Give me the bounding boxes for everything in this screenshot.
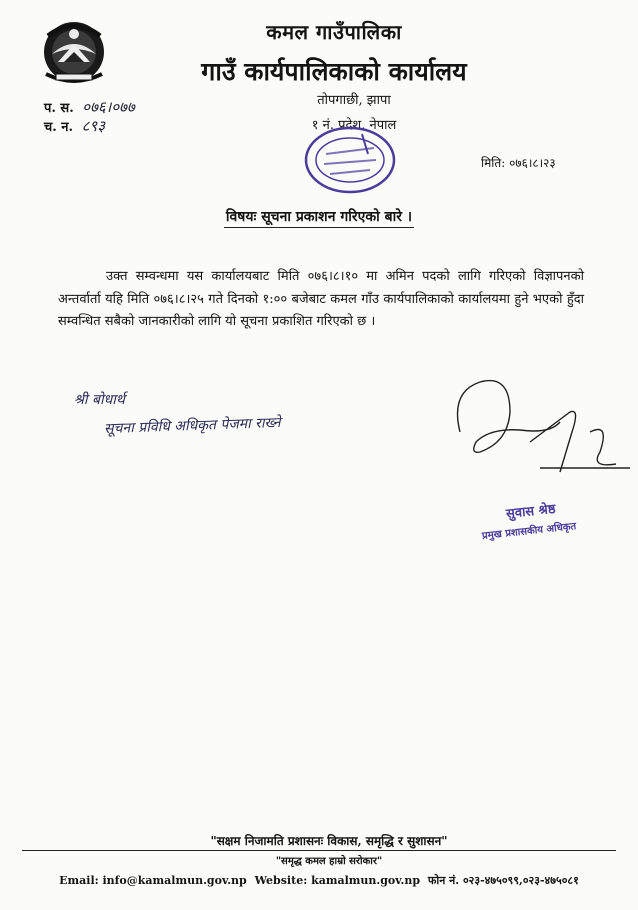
subject-line [0,207,638,226]
cn-value: ८९३ [81,117,105,135]
ps-label: प. स. [44,101,74,116]
footer-website[interactable]: Website: kamalmun.gov.np [254,874,421,887]
footer-motto: "सक्षम निजामति प्रशासनः विकास, समृद्धि र सुशासन" [210,834,448,848]
date-label: मिति: [481,156,506,170]
office-address: तोपगाछी, झापा [317,93,391,108]
office-province: १ नं. प्रदेश, नेपाल [311,118,397,133]
footer-email[interactable]: Email: info@kamalmun.gov.np [59,874,247,887]
office-stamp-icon [302,124,398,196]
ps-value: ०७६।०७७ [82,98,135,116]
officer-name: सुवास श्रेष्ठ [505,501,557,522]
handwritten-note-line2: सूचना प्रविधि अधिकृत पेजमा राख्ने [103,414,281,438]
footer-slogan: "समृद्ध कमल हाम्रो सरोकार" [275,856,383,867]
footer-divider [22,850,616,851]
handwritten-note-line1: श्री बोधार्थ [74,392,125,408]
footer-phone: फोन नं. ०२३-४७५०९९,०२३-४७५०८१ [427,874,579,887]
officer-title: प्रमुख प्रशासकीय अधिकृत [481,521,577,542]
subject-text: विषयः सूचना प्रकाशन गरिएको बारे । [224,209,414,228]
date-value: ०७६।८।२३ [509,156,556,170]
reference-ps [44,97,135,117]
footer-contact [0,873,638,888]
signature-scribble-icon [440,372,636,482]
cn-label: च. न. [44,120,74,135]
notice-body: उक्त सम्वन्धमा यस कार्यालयबाट मिति ०७६।८।१० मा अमिन पदको लागि गरिएको विज्ञापनको अन्तर्वार्ता यहि मिति ०७६।८।२५ गते दिनको १:०० बजेबाट कमल गाँउ कार्यपालिकाको कार्यालयमा हुने भएको हुँदा सम्वन्धित सबैको जानकारीको लागि यो सूचना प्रकाशित गरिएको छ । [58,269,584,329]
date-line [481,154,556,171]
municipality-name: कमल गाउँपालिका [266,20,402,44]
office-title: गाउँ कार्यपालिकाको कार्यालय [201,57,467,86]
reference-cn [44,116,105,136]
